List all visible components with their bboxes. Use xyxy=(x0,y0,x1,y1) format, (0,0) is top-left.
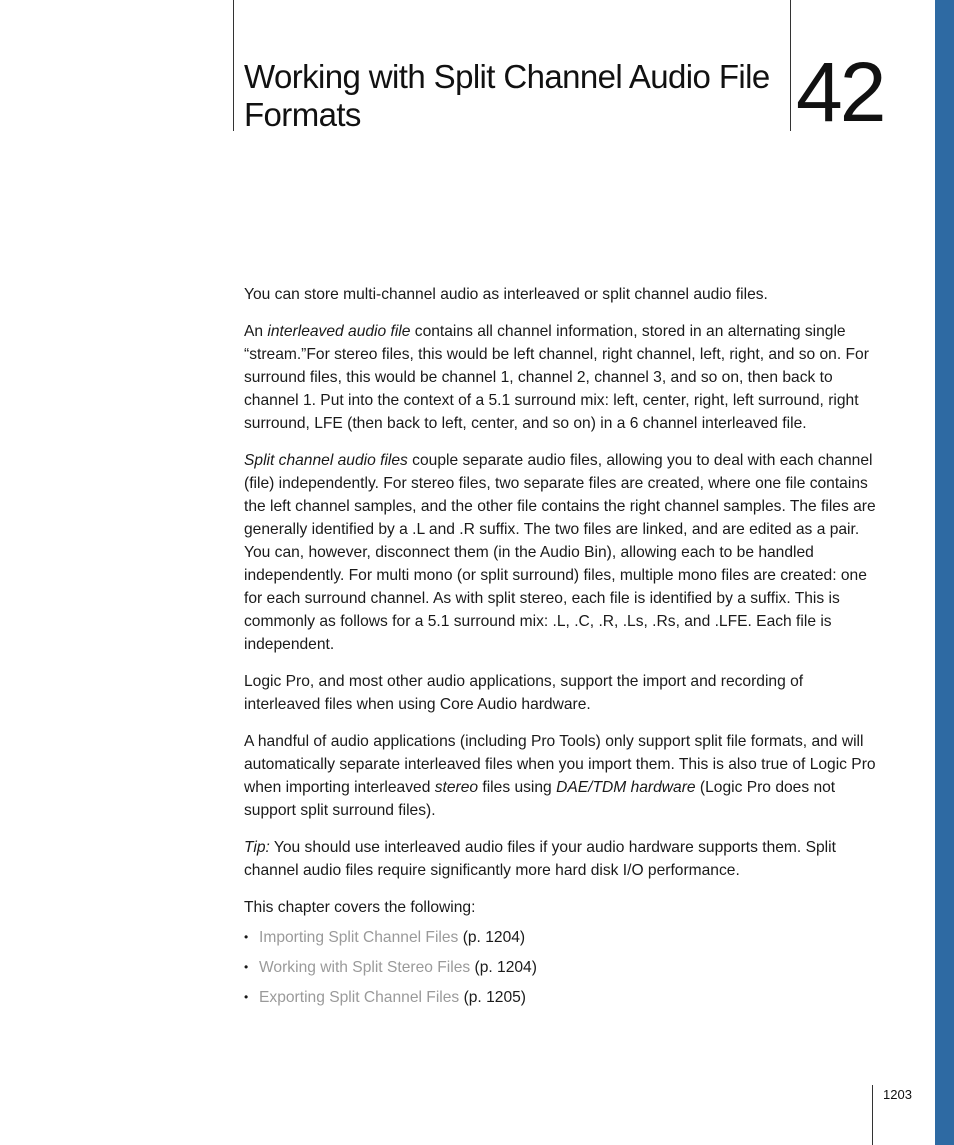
tip-text: You should use interleaved audio files if your audio hardware supports them. Split channel audio files require significantly more hard disk I/O performance. xyxy=(244,839,836,879)
toc-list xyxy=(244,926,876,1016)
toc-page-ref: (p. 1205) xyxy=(459,989,526,1006)
bullet: • xyxy=(244,960,249,974)
interleaved-paragraph xyxy=(244,320,876,435)
toc-page-ref: (p. 1204) xyxy=(470,959,537,976)
intro-paragraph: You can store multi-channel audio as interleaved or split channel audio files. xyxy=(244,286,768,303)
protools-em-hardware: DAE/TDM hardware xyxy=(556,779,696,796)
tip-label: Tip: xyxy=(244,839,270,856)
split-term: Split channel audio files xyxy=(244,452,408,469)
protools-text-a: A handful of audio applications (including Pro Tools) only support split file formats, and will automatically separate interleaved files when you import them. This is also true of Logic Pro when importing interleaved xyxy=(244,733,876,796)
split-paragraph xyxy=(244,449,876,656)
protools-text-b: files using xyxy=(478,779,557,796)
page-number: 1203 xyxy=(883,1087,912,1102)
header-rule-left xyxy=(233,0,234,131)
toc-link-working[interactable]: Working with Split Stereo Files xyxy=(259,959,471,976)
blue-edge-bar xyxy=(935,0,954,1145)
tip-paragraph xyxy=(244,836,876,882)
header-rule-right xyxy=(790,0,791,131)
chapter-number: 42 xyxy=(796,45,884,139)
logic-paragraph: Logic Pro, and most other audio applications, support the import and recording of interleaved files when using Core Audio hardware. xyxy=(244,673,804,713)
toc-item xyxy=(244,956,876,986)
footer-rule xyxy=(872,1085,873,1145)
interleaved-term: interleaved audio file xyxy=(267,323,411,340)
chapter-body xyxy=(244,283,876,1016)
toc-intro: This chapter covers the following: xyxy=(244,899,476,916)
toc-link-importing[interactable]: Importing Split Channel Files xyxy=(259,929,459,946)
interleaved-text: contains all channel information, stored in an alternating single “stream.”For stereo files, this would be left channel, right channel, left, right, and so on. For surround files, this would be channel 1, channel 2, channel 3, and so on, then back to channel 1. Put into the context of a 5.1 surround mix: left, center, right, left surround, right surround, LFE (then back to left, center, and so on) in a 6 channel interleaved file. xyxy=(244,323,869,432)
chapter-title: Working with Split Channel Audio File Formats xyxy=(244,58,770,133)
toc-item xyxy=(244,926,876,956)
toc-link-exporting[interactable]: Exporting Split Channel Files xyxy=(259,989,460,1006)
protools-em-stereo: stereo xyxy=(434,779,479,796)
split-text: couple separate audio files, allowing you to deal with each channel (file) independently. For stereo files, two separate files are created, where one file contains the left channel samples, and the other file contains the right channel samples. The files are generally identified by a .L and .R suffix. The two files are linked, and are edited as a pair. You can, however, disconnect them (in the Audio Bin), allowing each to be handled independently. For multi mono (or split surround) files, multiple mono files are created: one for each surround channel. As with split stereo, each file is identified by a suffix. This is commonly as follows for a 5.1 surround mix: .L, .C, .R, .Ls, .Rs, and .LFE. Each file is independent. xyxy=(244,452,876,653)
toc-item xyxy=(244,986,876,1016)
protools-paragraph xyxy=(244,730,876,822)
toc-page-ref: (p. 1204) xyxy=(458,929,526,946)
bullet: • xyxy=(244,990,249,1004)
bullet: • xyxy=(244,930,249,944)
interleaved-lead: An xyxy=(244,323,268,340)
protools-text-c: (Logic Pro does not support split surround files). xyxy=(244,779,836,819)
